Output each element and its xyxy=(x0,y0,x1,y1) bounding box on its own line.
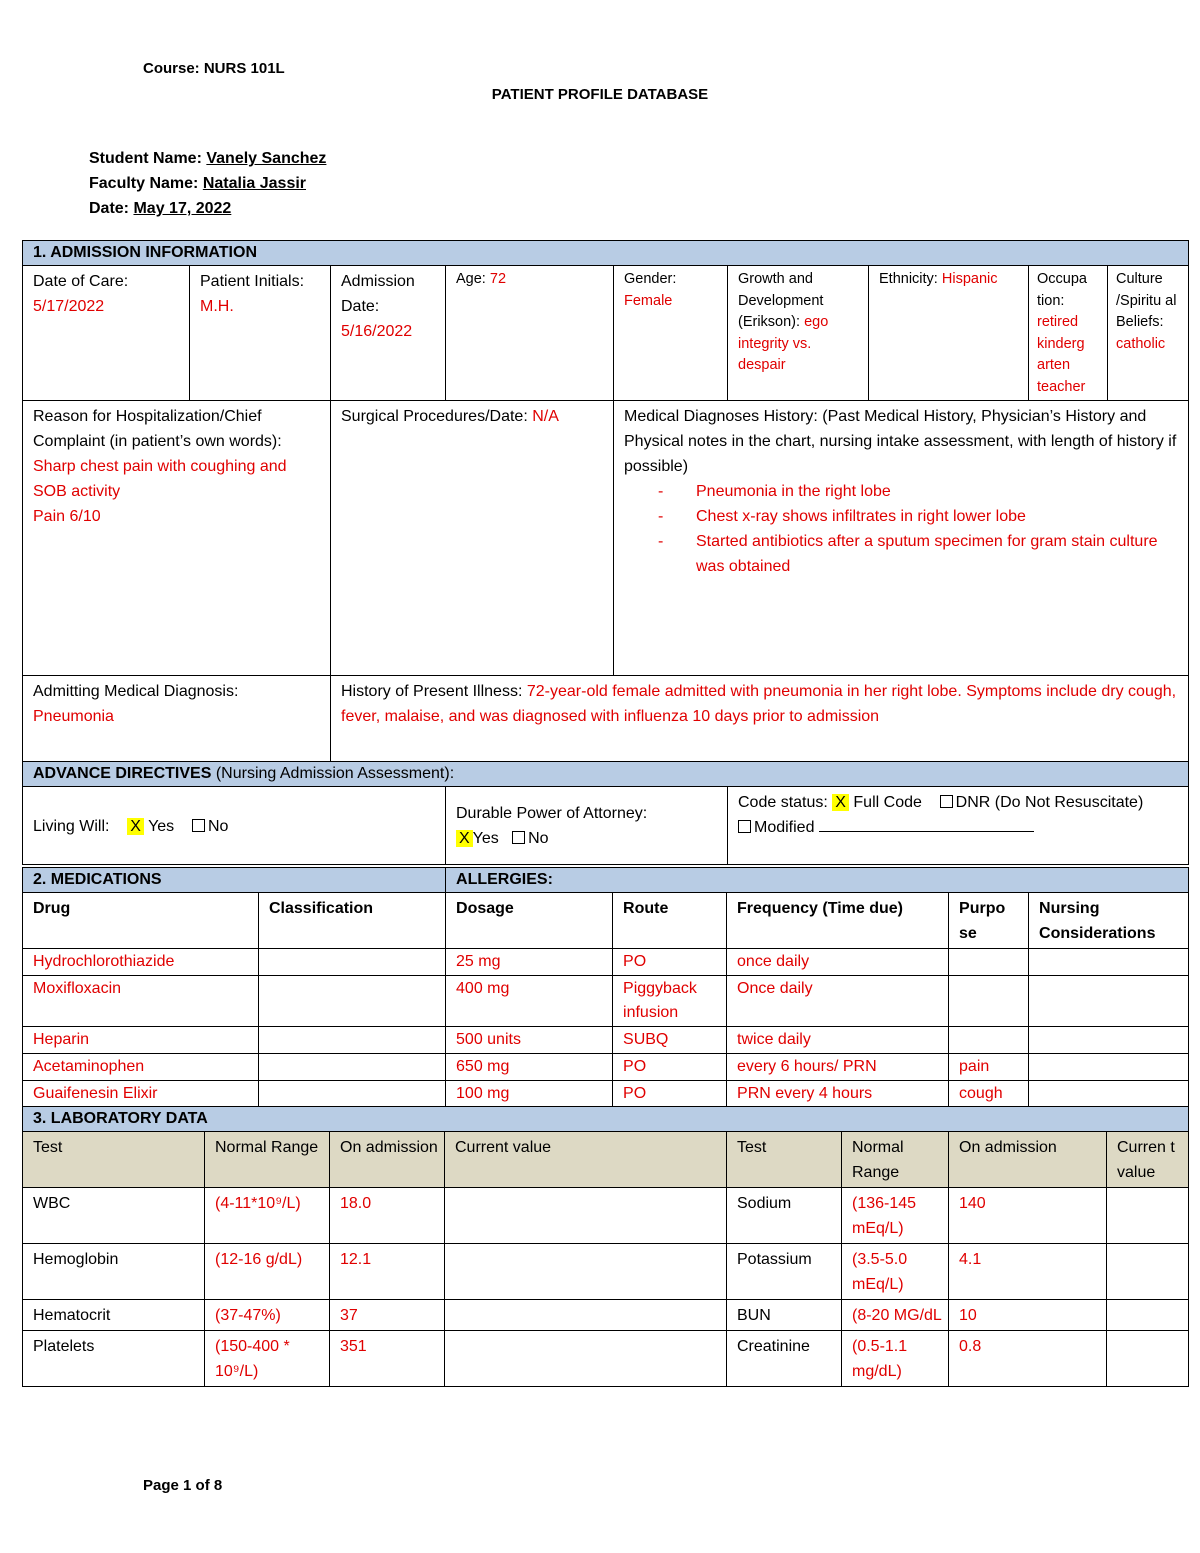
table-row xyxy=(23,949,1189,976)
table-cell: 351 xyxy=(330,1331,445,1387)
date-label: Date: xyxy=(89,200,130,217)
table-cell: (8-20 MG/dL xyxy=(842,1300,949,1331)
allergies-title: ALLERGIES: xyxy=(446,868,1189,893)
column-header: Classification xyxy=(259,893,446,949)
code-status-label: Code status: xyxy=(738,794,828,811)
medications-table xyxy=(22,867,1189,1108)
column-header: On admission xyxy=(949,1132,1107,1188)
page-title: PATIENT PROFILE DATABASE xyxy=(491,86,709,103)
lab-header-row xyxy=(23,1132,1189,1188)
culture-value: catholic xyxy=(1116,335,1166,352)
table-row xyxy=(23,1081,1189,1108)
medical-history-list xyxy=(624,479,1182,579)
table-cell: 100 mg xyxy=(446,1081,613,1108)
table-cell: Guaifenesin Elixir xyxy=(23,1081,259,1108)
growth-cell xyxy=(728,266,869,401)
list-item: - Started antibiotics after a sputum specimen for gram stain culture was obtained xyxy=(658,529,1182,579)
table-cell: Potassium xyxy=(727,1244,842,1300)
dnr-checkbox[interactable] xyxy=(940,795,953,808)
table-cell: PO xyxy=(613,1081,727,1108)
column-header: Test xyxy=(727,1132,842,1188)
table-cell: WBC xyxy=(23,1188,205,1244)
table-cell xyxy=(445,1331,727,1387)
table-cell: PO xyxy=(613,949,727,976)
admission-date-label: Admission Date: xyxy=(341,273,415,315)
dnr-label: DNR (Do Not Resuscitate) xyxy=(955,794,1144,811)
table-cell: 37 xyxy=(330,1300,445,1331)
table-cell: Platelets xyxy=(23,1331,205,1387)
table-cell xyxy=(445,1188,727,1244)
code-status-cell xyxy=(728,787,1189,865)
full-code-label: Full Code xyxy=(853,794,922,811)
table-cell: Moxifloxacin xyxy=(23,976,259,1027)
date-of-care-cell xyxy=(23,266,190,401)
table-cell xyxy=(445,1244,727,1300)
column-header: Purpo se xyxy=(949,893,1029,949)
admitting-dx-value: Pneumonia xyxy=(33,708,114,725)
modified-blank-line[interactable] xyxy=(819,817,1034,832)
table-cell xyxy=(949,976,1029,1027)
living-will-yes-label: Yes xyxy=(148,817,175,835)
page-number: Page 1 of 8 xyxy=(143,1477,223,1494)
reason-label: Reason for Hospitalization/Chief Complaint (in patient’s own words): xyxy=(33,408,282,450)
ethnicity-label: Ethnicity: xyxy=(879,271,938,287)
age-value: 72 xyxy=(489,271,507,287)
dpoa-no-checkbox[interactable] xyxy=(512,831,525,844)
date-line xyxy=(89,196,326,221)
table-cell xyxy=(445,1300,727,1331)
hpi-label: History of Present Illness: xyxy=(341,683,523,700)
table-cell xyxy=(1107,1244,1189,1300)
student-info xyxy=(89,146,326,221)
date-of-care-label: Date of Care: xyxy=(33,273,129,290)
table-cell: BUN xyxy=(727,1300,842,1331)
admitting-dx-cell xyxy=(23,676,331,762)
table-cell: 0.8 xyxy=(949,1331,1107,1387)
lab-table xyxy=(22,1106,1189,1387)
table-cell: (0.5-1.1 mg/dL) xyxy=(842,1331,949,1387)
culture-label: Culture /Spiritu al Beliefs: xyxy=(1116,271,1177,330)
dpoa-label: Durable Power of Attorney: xyxy=(456,805,648,822)
surgical-value: N/A xyxy=(532,408,559,425)
table-row xyxy=(23,1300,1189,1331)
column-header: Curren t value xyxy=(1107,1132,1189,1188)
medical-history-cell xyxy=(614,401,1189,676)
column-header: Frequency (Time due) xyxy=(727,893,949,949)
table-cell: (37-47%) xyxy=(205,1300,330,1331)
living-will-yes-mark[interactable]: X xyxy=(127,818,144,835)
student-label: Student Name: xyxy=(89,150,202,167)
culture-cell xyxy=(1108,266,1189,401)
column-header: Dosage xyxy=(446,893,613,949)
table-row xyxy=(23,1027,1189,1054)
table-row xyxy=(23,1188,1189,1244)
dpoa-no-label: No xyxy=(528,830,549,847)
table-cell: (150-400 * 10⁹/L) xyxy=(205,1331,330,1387)
reason-value: Sharp chest pain with coughing and SOB activity xyxy=(33,458,287,500)
occupation-value: retired kinderg arten teacher xyxy=(1037,314,1086,395)
list-item: - Pneumonia in the right lobe xyxy=(658,479,1182,504)
patient-initials-value: M.H. xyxy=(200,298,234,315)
faculty-line xyxy=(89,171,326,196)
growth-value: ego integrity vs. despair xyxy=(738,314,829,373)
gender-cell xyxy=(614,266,728,401)
date-of-care-value: 5/17/2022 xyxy=(33,298,105,315)
table-cell xyxy=(259,976,446,1027)
reason-cell xyxy=(23,401,331,676)
admission-table xyxy=(22,240,1189,865)
modified-checkbox[interactable] xyxy=(738,820,751,833)
table-cell: 140 xyxy=(949,1188,1107,1244)
advance-directives-label: ADVANCE DIRECTIVES xyxy=(33,765,212,782)
faculty-name: Natalia Jassir xyxy=(202,175,307,192)
column-header: Current value xyxy=(445,1132,727,1188)
table-cell: PRN every 4 hours xyxy=(727,1081,949,1108)
table-cell: cough xyxy=(949,1081,1029,1108)
date-value: May 17, 2022 xyxy=(133,200,232,217)
table-cell xyxy=(1029,949,1189,976)
living-will-no-label: No xyxy=(207,817,229,835)
hpi-value: 72-year-old female admitted with pneumonia in her right lobe. Symptoms include dry cough, fever, malaise, and was diagnosed with influenza 10 days prior to admission xyxy=(341,683,1177,725)
table-cell xyxy=(1107,1331,1189,1387)
table-cell xyxy=(259,1054,446,1081)
admitting-dx-label: Admitting Medical Diagnosis: xyxy=(33,683,239,700)
table-cell: Heparin xyxy=(23,1027,259,1054)
table-cell: Sodium xyxy=(727,1188,842,1244)
faculty-label: Faculty Name: xyxy=(89,175,199,192)
pain-value: Pain 6/10 xyxy=(33,508,101,525)
column-header: Test xyxy=(23,1132,205,1188)
hpi-cell xyxy=(331,676,1189,762)
age-cell xyxy=(446,266,614,401)
table-cell: (136-145 mEq/L) xyxy=(842,1188,949,1244)
table-row xyxy=(23,1054,1189,1081)
admission-date-cell xyxy=(331,266,446,401)
table-cell: SUBQ xyxy=(613,1027,727,1054)
medications-body xyxy=(23,949,1189,1108)
surgical-label: Surgical Procedures/Date: xyxy=(341,408,528,425)
table-cell xyxy=(259,1081,446,1108)
table-row xyxy=(23,1244,1189,1300)
gender-label: Gender: xyxy=(624,271,677,287)
table-cell: 18.0 xyxy=(330,1188,445,1244)
table-cell: 12.1 xyxy=(330,1244,445,1300)
table-cell: (12-16 g/dL) xyxy=(205,1244,330,1300)
living-will-no-checkbox[interactable] xyxy=(192,819,205,832)
table-cell: PO xyxy=(613,1054,727,1081)
modified-label: Modified xyxy=(754,819,815,836)
advance-directives-sub: (Nursing Admission Assessment): xyxy=(215,765,455,782)
table-row xyxy=(23,976,1189,1027)
table-cell xyxy=(1107,1300,1189,1331)
table-cell: 10 xyxy=(949,1300,1107,1331)
ethnicity-value: Hispanic xyxy=(941,271,998,287)
column-header: Normal Range xyxy=(205,1132,330,1188)
surgical-cell xyxy=(331,401,614,676)
patient-initials-label: Patient Initials: xyxy=(200,273,305,290)
table-cell xyxy=(1107,1188,1189,1244)
table-cell: Hematocrit xyxy=(23,1300,205,1331)
gender-value: Female xyxy=(624,292,673,309)
living-will-label: Living Will: xyxy=(33,817,110,835)
patient-initials-cell xyxy=(190,266,331,401)
lab-section-title: 3. LABORATORY DATA xyxy=(23,1107,1189,1132)
table-cell: Acetaminophen xyxy=(23,1054,259,1081)
table-cell: Hydrochlorothiazide xyxy=(23,949,259,976)
table-cell: (4-11*10⁹/L) xyxy=(205,1188,330,1244)
table-cell xyxy=(1029,976,1189,1027)
lab-body xyxy=(23,1188,1189,1387)
table-cell: every 6 hours/ PRN xyxy=(727,1054,949,1081)
occupation-cell xyxy=(1029,266,1108,401)
course-label: Course: NURS 101L xyxy=(143,60,285,77)
column-header: Route xyxy=(613,893,727,949)
occupation-label: Occupa tion: xyxy=(1037,271,1087,309)
table-cell: 400 mg xyxy=(446,976,613,1027)
growth-label: Growth and Development (Erikson): xyxy=(738,271,824,330)
medical-history-label: Medical Diagnoses History: (Past Medical History, Physician’s History and Physical notes in the chart, nursing intake assessment, with length of history if possible) xyxy=(624,408,1177,475)
table-cell: 650 mg xyxy=(446,1054,613,1081)
table-cell xyxy=(949,1027,1029,1054)
table-cell: 25 mg xyxy=(446,949,613,976)
table-cell: once daily xyxy=(727,949,949,976)
table-cell: pain xyxy=(949,1054,1029,1081)
student-name: Vanely Sanchez xyxy=(206,150,327,167)
table-cell xyxy=(1029,1054,1189,1081)
age-label: Age: xyxy=(456,271,486,287)
table-cell: Once daily xyxy=(727,976,949,1027)
dpoa-cell xyxy=(446,787,728,865)
table-cell: 500 units xyxy=(446,1027,613,1054)
medications-section-title: 2. MEDICATIONS xyxy=(23,868,446,893)
medications-header-row xyxy=(23,893,1189,949)
table-cell: Hemoglobin xyxy=(23,1244,205,1300)
advance-directives-title xyxy=(23,762,1189,787)
table-cell: (3.5-5.0 mEq/L) xyxy=(842,1244,949,1300)
table-cell: Creatinine xyxy=(727,1331,842,1387)
list-item: - Chest x-ray shows infiltrates in right lower lobe xyxy=(658,504,1182,529)
column-header: Normal Range xyxy=(842,1132,949,1188)
table-cell: Piggyback infusion xyxy=(613,976,727,1027)
student-line xyxy=(89,146,326,171)
table-cell xyxy=(1029,1081,1189,1108)
dpoa-yes-label: Yes xyxy=(472,830,499,847)
column-header: Drug xyxy=(23,893,259,949)
table-cell xyxy=(949,949,1029,976)
table-cell xyxy=(259,949,446,976)
table-cell: 4.1 xyxy=(949,1244,1107,1300)
column-header: Nursing Considerations xyxy=(1029,893,1189,949)
full-code-mark[interactable]: X xyxy=(832,794,849,811)
table-cell: twice daily xyxy=(727,1027,949,1054)
ethnicity-cell xyxy=(869,266,1029,401)
column-header: On admission xyxy=(330,1132,445,1188)
living-will-cell xyxy=(23,787,446,865)
dpoa-yes-mark[interactable]: X xyxy=(456,830,473,847)
admission-section-title: 1. ADMISSION INFORMATION xyxy=(23,241,1189,266)
admission-date-value: 5/16/2022 xyxy=(341,323,413,340)
table-row xyxy=(23,1331,1189,1387)
table-cell xyxy=(259,1027,446,1054)
table-cell xyxy=(1029,1027,1189,1054)
